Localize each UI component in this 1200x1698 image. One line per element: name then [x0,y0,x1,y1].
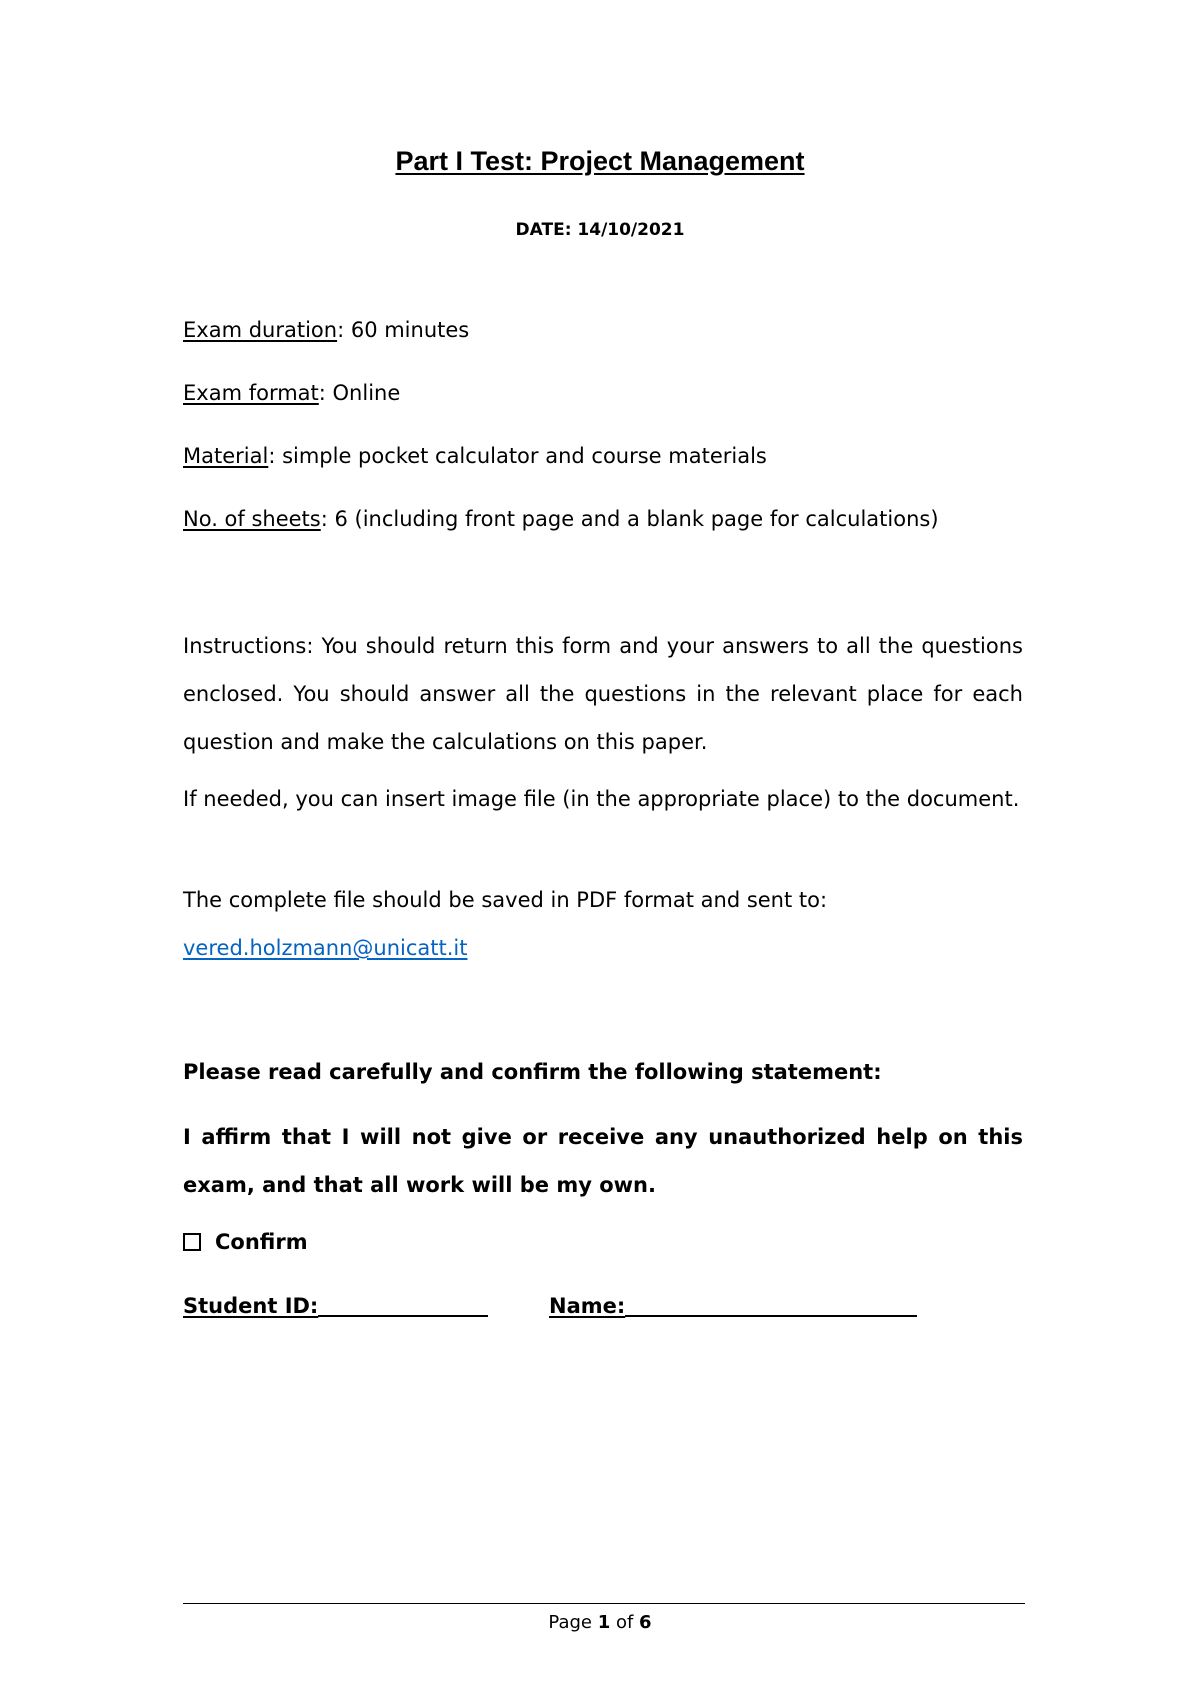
submission-paragraph [183,876,1023,972]
student-id-field[interactable] [183,1294,488,1318]
confirm-label: Confirm [215,1230,308,1254]
material-line [183,444,767,468]
exam-format-value: : Online [318,381,401,405]
name-blank[interactable] [625,1297,917,1317]
page-number: Page 1 of 6 [548,1612,652,1633]
submission-text: The complete file should be saved in PDF format and sent to: [183,888,828,912]
sheets-line [183,507,939,531]
document-title: Part I Test: Project Management [395,146,805,176]
name-label: Name: [549,1294,626,1318]
sheets-value: : 6 (including front page and a blank page for calculations) [320,507,939,531]
footer-divider [183,1603,1025,1604]
statement-heading: Please read carefully and confirm the following statement: [183,1060,882,1084]
current-page: 1 [597,1612,611,1633]
email-link[interactable]: vered.holzmann@unicatt.it [183,936,468,960]
material-label: Material [183,444,269,468]
instructions-paragraph: Instructions: You should return this form and your answers to all the questions enclosed. You should answer all the questions in the relevant place for each question and make the calculations on this paper. [183,634,1023,754]
exam-duration-value: : 60 minutes [337,318,470,342]
student-id-label: Student ID: [183,1294,319,1318]
sheets-label: No. of sheets [183,507,321,531]
exam-format-line [183,381,400,405]
confirm-row[interactable] [183,1230,308,1254]
exam-date: DATE: 14/10/2021 [515,220,685,240]
total-pages: 6 [639,1612,652,1633]
image-insert-paragraph: If needed, you can insert image file (in the appropriate place) to the document. [183,787,1020,811]
exam-duration-line [183,318,469,342]
exam-duration-label: Exam duration [183,318,338,342]
confirm-checkbox[interactable] [183,1233,201,1251]
material-value: : simple pocket calculator and course materials [268,444,767,468]
affirmation-text: I affirm that I will not give or receive any unauthorized help on this exam, and that all work will be my own. [183,1125,1023,1197]
name-field[interactable] [549,1294,917,1318]
exam-format-label: Exam format [183,381,319,405]
student-id-blank[interactable] [318,1297,488,1317]
